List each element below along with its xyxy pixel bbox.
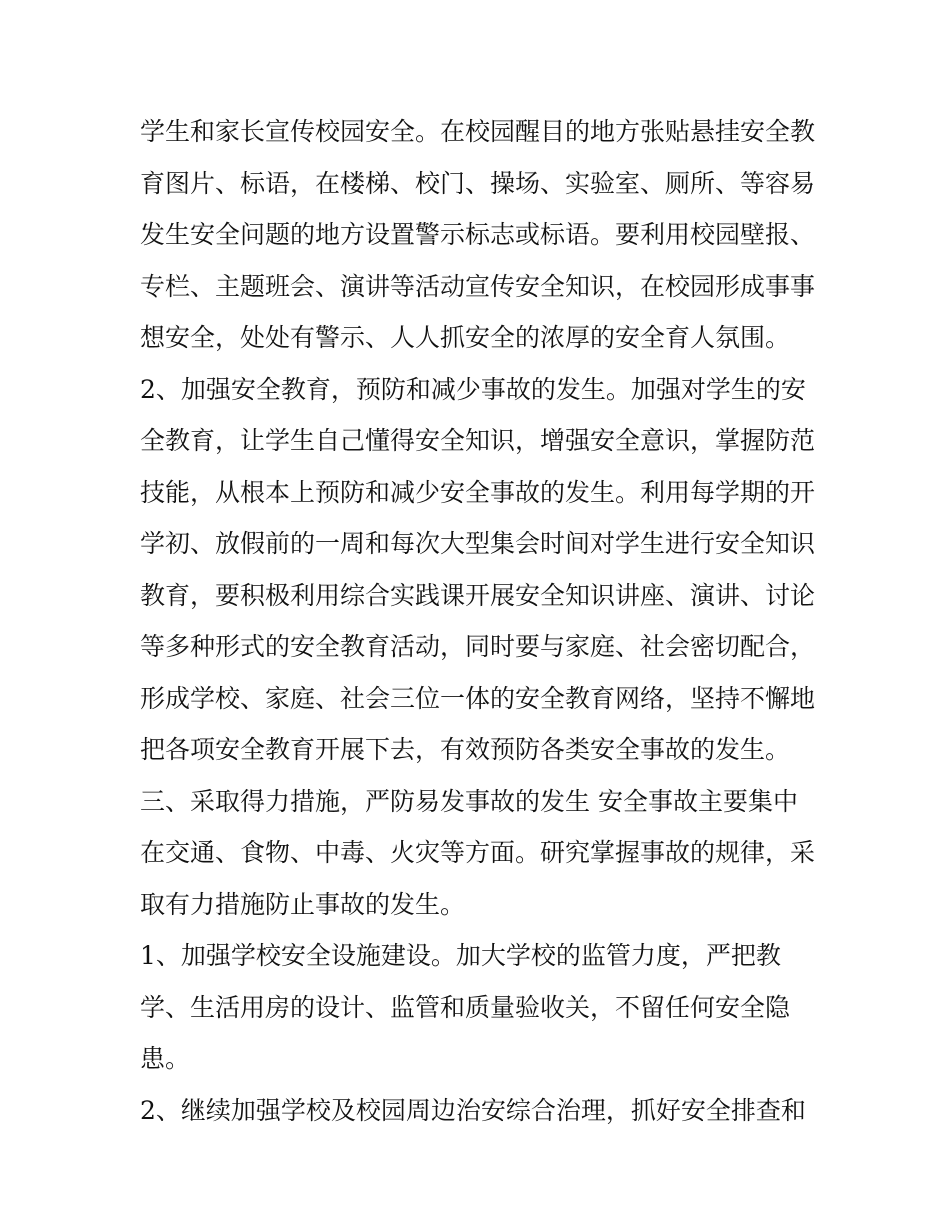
text-line: 技能，从根本上预防和减少安全事故的发生。利用每学期的开 (140, 477, 816, 507)
text-line: 形成学校、家庭、社会三位一体的安全教育网络，坚持不懈地 (140, 683, 816, 713)
text-line: 把各项安全教育开展下去，有效预防各类安全事故的发生。 (140, 735, 791, 764)
text-line: 发生安全问题的地方设置警示标志或标语。要利用校园壁报、 (140, 220, 816, 249)
text-line: 专栏、主题班会、演讲等活动宣传安全知识，在校园形成事事 (140, 271, 816, 301)
body-text (140, 106, 820, 1136)
text-line: 学初、放假前的一周和每次大型集会时间对学生进行安全知识 (140, 529, 816, 558)
text-line: 等多种形式的安全教育活动，同时要与家庭、社会密切配合， (140, 632, 816, 661)
text-line: 在交通、食物、中毒、火灾等方面。研究掌握事故的规律，采 (140, 838, 816, 867)
text-line: 2、继续加强学校及校园周边治安综合治理，抓好安全排查和 (140, 1095, 806, 1125)
text-line: 学生和家长宣传校园安全。在校园醒目的地方张贴悬挂安全教 (140, 117, 816, 146)
text-line: 2、加强安全教育，预防和减少事故的发生。加强对学生的安 (140, 374, 806, 404)
text-line: 全教育，让学生自己懂得安全知识，增强安全意识，掌握防范 (140, 426, 816, 455)
text-line: 三、采取得力措施，严防易发事故的发生 安全事故主要集中 (140, 786, 798, 816)
text-line: 教育，要积极利用综合实践课开展安全知识讲座、演讲、讨论 (140, 580, 816, 610)
text-line: 学、生活用房的设计、监管和质量验收关，不留任何安全隐 (140, 992, 791, 1022)
text-line: 患。 (140, 1044, 191, 1073)
text-line: 取有力措施防止事故的发生。 (140, 889, 466, 919)
text-line: 想安全，处处有警示、人人抓安全的浓厚的安全育人氛围。 (140, 323, 791, 352)
text-line: 1、加强学校安全设施建设。加大学校的监管力度，严把教 (140, 941, 781, 970)
text-line: 育图片、标语，在楼梯、校门、操场、实验室、厕所、等容易 (140, 168, 816, 198)
